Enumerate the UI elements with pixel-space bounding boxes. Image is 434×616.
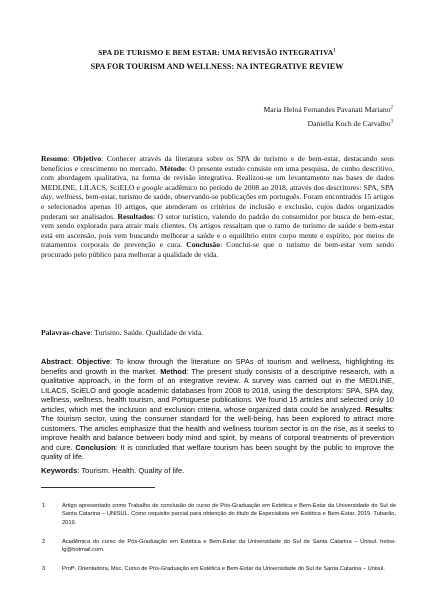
title-footnote-marker: 1 <box>333 48 336 54</box>
objetivo-label: Objetivo <box>72 154 102 163</box>
author-2 <box>308 119 393 128</box>
google-term: google <box>142 182 163 192</box>
footnote-2 <box>42 538 396 555</box>
author-1-name: Maria Heloá Fernandes Pavanati Mariano <box>263 105 391 114</box>
conclusao-text: : Conclui-se que o turismo de bem-estar vem sendo procurado pelo público para melhorar a qualidade de vida. <box>41 240 394 259</box>
metodo-text: : O presente estudo consiste em uma pesquisa, de cunho descritivo, com abordagem qualitativa, na forma de revisão integrativa. Realizou-se um levantamento nas bases de dados MEDLINE, LILACS, SciELO e <box>41 163 395 192</box>
footnote-1 <box>42 502 396 527</box>
method-label: Method <box>160 366 187 376</box>
metodo-text-2: acadêmico no período de 2008 ao 2018, através dos descritores: SPA, SPA <box>162 182 395 192</box>
author-2-marker: 3 <box>390 119 393 125</box>
author-1-marker: 2 <box>390 105 393 111</box>
abstract-paragraph: Abstract: Objective: To know through the literature on SPAs of tourism and wellness, highlighting its benefits and growth in the market. Method: The present study consists of a descriptive research, with a qualitative approach, in the form of an integrative review. A survey was carried out in the MEDLINE, LILACS, SciELO and google academic databases from 2008 to 2018, using the descriptors: SPA, SPA day, wellness, wellness, health tourism, and Portuguese publications. We found 15 articles and selected only 10 articles, which met the inclusion and exclusion criteria, whose organized data could be analyzed. Results: The tourism sector, using the consumer standard for the well-being, has been explored to attract more customers. The articles emphasize that the health and wellness tourism sector is on the rise, as it seeks to improve health and balance between body mind and spirit, by means of corporal treatments of prevention and cure. Conclusion: It is concluded that welfare tourism has been sought by the public to improve the quality of life. <box>41 357 394 461</box>
wellness-term: wellness <box>55 192 82 202</box>
footnote-1-number: 1 <box>42 503 46 509</box>
title-portuguese-text: SPA DE TURISMO E BEM ESTAR: UMA REVISÃO INTEGRATIVA <box>98 48 334 57</box>
footnote-1-text: Artigo apresentado como Trabalho de conclusão do curso de Pós-Graduação em Estética e Bem-Estar da Universidade do Sul de Santa Catarina – UNISUL. Como requisito parcial para obtenção do título de Especialista em Estética e Bem-Estar. 2019. Tubarão, 2019. <box>62 503 396 526</box>
objective-label: Objective <box>76 357 111 366</box>
footnote-3 <box>42 565 396 573</box>
results-label: Results <box>365 404 392 414</box>
conclusao-label: Conclusão <box>186 240 220 250</box>
footnote-divider <box>41 487 155 488</box>
footnote-3-text: Profª. Orientadora, Msc. Curso de Pós-Graduação em Estética e Bem-Estar da Universidade do Sul de Santa Catarina – Unisul. <box>62 566 385 572</box>
keywords-label: Keywords <box>41 466 78 475</box>
author-1 <box>264 105 393 114</box>
palavras-chave-text: : Turismo. Saúde. Qualidade de vida. <box>90 328 203 337</box>
objetivo-text: : Conhecer através da literatura sobre os SPA de turismo e de bem-estar, destacando seus benefícios e crescimento no mercado. <box>41 154 395 173</box>
metodo-text-3: , bem-estar, turismo de saúde, observando-se publicações em português. Foram encontrados 15 artigos e selecionados apenas 10 artigos, que atenderam os critérios de inclusão e exclusão, cujos dados organizados puderam ser analisados. <box>41 192 394 221</box>
title-english: SPA FOR TOURISM AND WELLNESS: NA INTEGRATIVE REVIEW <box>90 62 344 71</box>
keywords-english <box>41 466 184 475</box>
resumo-paragraph: Resumo: Objetivo: Conhecer através da literatura sobre os SPA de turismo e de bem-estar, destacando seus benefícios e crescimento no mercado. Método: O presente estudo consiste em uma pesquisa, de cunho descritivo, com abordagem qualitativa, na forma de revisão integrativa. Realizou-se um levantamento nas bases de dados MEDLINE, LILACS, SciELO e google acadêmico no período de 2008 ao 2018, através dos descritores: SPA, SPA day, wellness, bem-estar, turismo de saúde, observando-se publicações em português. Foram encontrados 15 artigos e selecionados apenas 10 artigos, que atenderam os critérios de inclusão e exclusão, cujos dados organizados puderam ser analisados. Resultados: O setor turístico, valendo do padrão do consumidor por busca de bem-estar, vem sendo explorado para atrair mais clientes. Os artigos ressaltam que o ramo de turismo de saúde e bem-estar está em ascensão, pois vem buscando melhorar a saúde e o equilíbrio entre corpo mente e espírito, por meios de tratamentos corporais de prevenção e cura. Conclusão: Conclui-se que o turismo de bem-estar vem sendo procurado pelo público para melhorar a qualidade de vida. <box>41 154 395 259</box>
objective-text: : To know through the literature on SPAs of tourism and wellness, highlighting its benefits and growth in the market. <box>41 357 394 376</box>
results-text: : The tourism sector, using the consumer standard for the well-being, has been explored to attract more customers. The articles emphasize that the health and wellness tourism sector is on the rise, as it seeks to improve health and balance between body mind and spirit, by means of corporal treatments of prevention and cure. <box>41 404 394 452</box>
resumo-label: Resumo <box>41 154 68 163</box>
footnote-3-number: 3 <box>42 566 46 572</box>
conclusion-label: Conclusion <box>75 442 116 452</box>
keywords-text: : Tourism. Health. Quality of life. <box>77 466 185 475</box>
footnote-2-number: 2 <box>42 539 46 545</box>
palavras-chave-label: Palavras-chave <box>41 328 91 337</box>
conclusion-text: : It is concluded that welfare tourism has been sought by the public to improve the quality of life. <box>41 442 394 461</box>
author-2-name: Daniella Koch de Carvalho <box>307 119 391 128</box>
keywords-portuguese <box>41 328 203 337</box>
resultados-label: Resultados <box>117 211 153 221</box>
day-term: day <box>41 192 52 202</box>
resultados-text: : O setor turístico, valendo do padrão do consumidor por busca de bem-estar, vem sendo explorado para atrair mais clientes. Os artigos ressaltam que o ramo de turismo de saúde e bem-estar está em ascensão, pois vem buscando melhorar a saúde e o equilíbrio entre corpo mente e espírito, por meios de tratamentos corporais de prevenção e cura. <box>41 211 394 250</box>
method-text: : The present study consists of a descriptive research, with a qualitative approach, in the form of an integrative review. A survey was carried out in the MEDLINE, LILACS, SciELO and google academic databases from 2008 to 2018, using the descriptors: SPA, SPA day, wellness, wellness, health tourism, and Portuguese publications. We found 15 articles and selected only 10 articles, which met the inclusion and exclusion criteria, whose organized data could be analyzed. <box>41 366 394 414</box>
footnote-2-text: Acadêmica do curso de Pós-Graduação em Estética e Bem-Estar da Universidade do Sul de Santa Catarina – Unisul. heloa-lg@hotmail.com. <box>62 539 396 554</box>
comma-separator: , <box>51 192 56 202</box>
title-portuguese <box>0 48 434 57</box>
abstract-label: Abstract <box>41 357 71 366</box>
metodo-label: Método <box>159 163 185 173</box>
